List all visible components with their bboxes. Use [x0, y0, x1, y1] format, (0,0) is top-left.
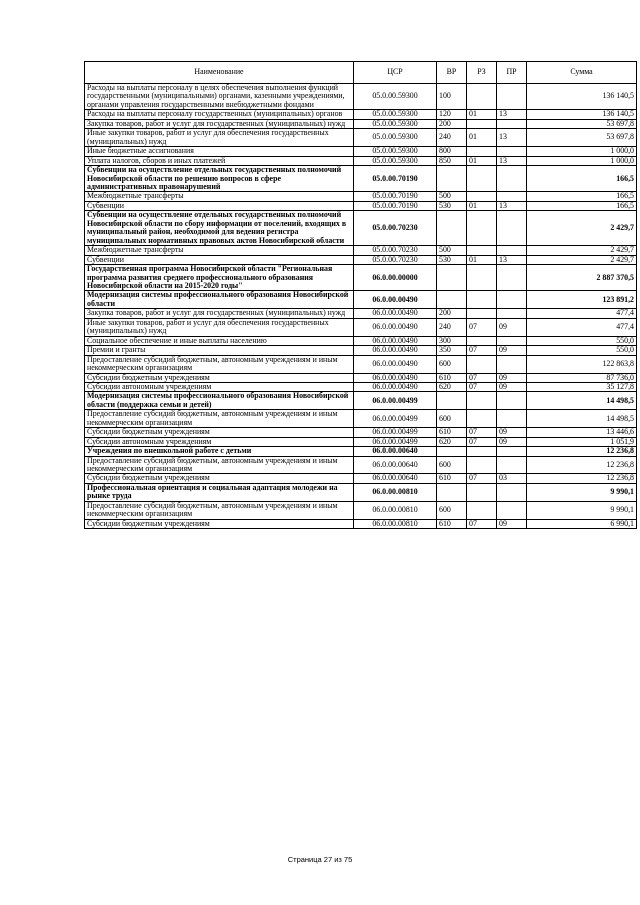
cell-pr	[497, 84, 527, 110]
table-row	[85, 456, 637, 474]
cell-name: Государственная программа Новосибирской области "Региональная программа развития среднего профессионального образования Новосибирской области на 2015-2020 годы"	[85, 265, 354, 291]
cell-vr	[437, 483, 467, 501]
cell-csr: 05.0.00.59300	[354, 147, 437, 156]
cell-rz	[467, 211, 497, 246]
cell-pr	[497, 246, 527, 255]
table-row	[85, 255, 637, 264]
cell-csr: 06.0.00.00490	[354, 309, 437, 318]
cell-vr: 240	[437, 318, 467, 336]
cell-rz	[467, 192, 497, 201]
cell-rz	[467, 119, 497, 128]
table-row	[85, 392, 637, 410]
cell-rz	[467, 265, 497, 291]
cell-csr: 05.0.00.70230	[354, 246, 437, 255]
cell-rz: 07	[467, 373, 497, 382]
cell-vr: 600	[437, 501, 467, 519]
cell-name: Расходы на выплаты персоналу государственных (муниципальных) органов	[85, 110, 354, 119]
cell-pr: 09	[497, 318, 527, 336]
table-row	[85, 428, 637, 437]
table-row	[85, 129, 637, 147]
cell-rz: 07	[467, 437, 497, 446]
table-row	[85, 309, 637, 318]
cell-vr: 300	[437, 336, 467, 345]
cell-rz: 01	[467, 255, 497, 264]
cell-sum: 35 127,8	[527, 382, 637, 391]
table-row	[85, 437, 637, 446]
table-row	[85, 519, 637, 528]
cell-rz: 07	[467, 382, 497, 391]
cell-csr: 06.0.00.00490	[354, 355, 437, 373]
cell-vr: 350	[437, 346, 467, 355]
table-row	[85, 246, 637, 255]
cell-csr: 05.0.00.59300	[354, 156, 437, 165]
cell-csr: 06.0.00.00640	[354, 474, 437, 483]
cell-vr: 200	[437, 309, 467, 318]
table-row	[85, 346, 637, 355]
cell-name: Субвенции на осуществление отдельных государственных полномочий Новосибирской области по сбору информации от поселений, входящих в муниципальный район, необходимой для ведения регистра муниципальных нормативных правовых актов Новосибирской области	[85, 211, 354, 246]
table-row	[85, 192, 637, 201]
table-row	[85, 355, 637, 373]
table-row	[85, 336, 637, 345]
cell-name: Уплата налогов, сборов и иных платежей	[85, 156, 354, 165]
cell-rz	[467, 84, 497, 110]
table-row	[85, 156, 637, 165]
cell-csr: 06.0.00.00490	[354, 346, 437, 355]
cell-csr: 05.0.00.59300	[354, 119, 437, 128]
cell-rz	[467, 392, 497, 410]
cell-pr: 09	[497, 382, 527, 391]
cell-vr: 530	[437, 255, 467, 264]
cell-rz: 07	[467, 318, 497, 336]
cell-vr	[437, 392, 467, 410]
cell-csr: 06.0.00.00640	[354, 447, 437, 456]
cell-name: Закупка товаров, работ и услуг для государственных (муниципальных) нужд	[85, 309, 354, 318]
cell-name: Субсидии автономным учреждениям	[85, 382, 354, 391]
cell-name: Профессиональная ориентация и социальная адаптация молодежи на рынке труда	[85, 483, 354, 501]
header-vr: ВР	[437, 62, 467, 84]
cell-pr	[497, 309, 527, 318]
cell-pr	[497, 119, 527, 128]
cell-csr: 06.0.00.00000	[354, 265, 437, 291]
cell-vr: 620	[437, 437, 467, 446]
table-body	[85, 84, 637, 529]
cell-rz: 01	[467, 201, 497, 210]
cell-name: Субсидии бюджетным учреждениям	[85, 428, 354, 437]
cell-rz: 07	[467, 519, 497, 528]
cell-pr: 13	[497, 110, 527, 119]
cell-name: Модернизация системы профессионального образования Новосибирской области (поддержка семьи и детей)	[85, 392, 354, 410]
cell-name: Иные закупки товаров, работ и услуг для обеспечения государственных (муниципальных) нужд	[85, 318, 354, 336]
cell-rz	[467, 456, 497, 474]
cell-sum: 2 429,7	[527, 255, 637, 264]
cell-sum: 87 736,0	[527, 373, 637, 382]
cell-pr	[497, 192, 527, 201]
cell-pr: 13	[497, 201, 527, 210]
cell-sum: 1 051,9	[527, 437, 637, 446]
table-row	[85, 501, 637, 519]
cell-vr: 600	[437, 410, 467, 428]
cell-rz	[467, 166, 497, 192]
cell-vr: 610	[437, 373, 467, 382]
cell-vr: 530	[437, 201, 467, 210]
cell-rz	[467, 246, 497, 255]
table-row	[85, 166, 637, 192]
cell-pr: 09	[497, 428, 527, 437]
cell-name: Расходы на выплаты персоналу в целях обеспечения выполнения функций государственными (муниципальными) органами, казенными учреждениями, органами управления государственными внебюджетными фондами	[85, 84, 354, 110]
cell-csr: 06.0.00.00490	[354, 373, 437, 382]
cell-csr: 05.0.00.70230	[354, 255, 437, 264]
table-row	[85, 147, 637, 156]
cell-csr: 05.0.00.70190	[354, 166, 437, 192]
cell-pr	[497, 147, 527, 156]
cell-csr: 06.0.00.00490	[354, 318, 437, 336]
cell-name: Премии и гранты	[85, 346, 354, 355]
cell-pr	[497, 456, 527, 474]
cell-csr: 06.0.00.00499	[354, 437, 437, 446]
cell-sum: 477,4	[527, 309, 637, 318]
cell-sum: 2 429,7	[527, 211, 637, 246]
cell-rz	[467, 291, 497, 309]
cell-rz	[467, 336, 497, 345]
cell-pr: 09	[497, 519, 527, 528]
cell-pr	[497, 447, 527, 456]
cell-vr: 500	[437, 192, 467, 201]
cell-sum: 136 140,5	[527, 110, 637, 119]
cell-csr: 06.0.00.00499	[354, 410, 437, 428]
cell-pr	[497, 483, 527, 501]
cell-csr: 06.0.00.00810	[354, 483, 437, 501]
table-row	[85, 291, 637, 309]
cell-vr: 610	[437, 474, 467, 483]
cell-sum: 166,5	[527, 166, 637, 192]
cell-rz: 01	[467, 129, 497, 147]
cell-sum: 12 236,8	[527, 447, 637, 456]
header-csr: ЦСР	[354, 62, 437, 84]
cell-rz: 07	[467, 474, 497, 483]
page-number: Страница 27 из 75	[287, 855, 353, 864]
cell-vr: 600	[437, 355, 467, 373]
cell-csr: 05.0.00.59300	[354, 129, 437, 147]
cell-pr	[497, 501, 527, 519]
cell-name: Иные закупки товаров, работ и услуг для обеспечения государственных (муниципальных) нужд	[85, 129, 354, 147]
cell-pr	[497, 410, 527, 428]
cell-name: Субсидии бюджетным учреждениям	[85, 474, 354, 483]
cell-vr	[437, 447, 467, 456]
cell-sum: 550,0	[527, 336, 637, 345]
cell-pr	[497, 265, 527, 291]
cell-pr: 13	[497, 156, 527, 165]
cell-rz	[467, 309, 497, 318]
cell-name: Закупка товаров, работ и услуг для государственных (муниципальных) нужд	[85, 119, 354, 128]
cell-pr	[497, 392, 527, 410]
table-row	[85, 84, 637, 110]
cell-name: Социальное обеспечение и иные выплаты населению	[85, 336, 354, 345]
cell-rz: 01	[467, 110, 497, 119]
cell-vr: 610	[437, 428, 467, 437]
cell-sum: 13 446,6	[527, 428, 637, 437]
cell-pr	[497, 336, 527, 345]
cell-csr: 05.0.00.59300	[354, 110, 437, 119]
cell-name: Учреждения по внешкольной работе с детьми	[85, 447, 354, 456]
cell-pr: 13	[497, 255, 527, 264]
cell-rz: 07	[467, 428, 497, 437]
table-row	[85, 265, 637, 291]
cell-sum: 477,4	[527, 318, 637, 336]
cell-name: Субсидии бюджетным учреждениям	[85, 373, 354, 382]
cell-name: Субсидии автономным учреждениям	[85, 437, 354, 446]
table-row	[85, 382, 637, 391]
cell-sum: 2 429,7	[527, 246, 637, 255]
cell-sum: 53 697,8	[527, 129, 637, 147]
cell-sum: 14 498,5	[527, 410, 637, 428]
cell-sum: 122 863,8	[527, 355, 637, 373]
header-name: Наименование	[85, 62, 354, 84]
cell-rz	[467, 147, 497, 156]
cell-sum: 53 697,8	[527, 119, 637, 128]
cell-csr: 06.0.00.00810	[354, 501, 437, 519]
table-row	[85, 410, 637, 428]
cell-pr: 09	[497, 437, 527, 446]
cell-rz	[467, 483, 497, 501]
cell-name: Модернизация системы профессионального образования Новосибирской области	[85, 291, 354, 309]
cell-csr: 06.0.00.00499	[354, 392, 437, 410]
cell-csr: 06.0.00.00640	[354, 456, 437, 474]
cell-sum: 123 891,2	[527, 291, 637, 309]
cell-name: Предоставление субсидий бюджетным, автономным учреждениям и иным некоммерческим организациям	[85, 501, 354, 519]
cell-csr: 06.0.00.00499	[354, 428, 437, 437]
cell-csr: 06.0.00.00490	[354, 336, 437, 345]
table-row	[85, 447, 637, 456]
cell-vr: 600	[437, 456, 467, 474]
cell-vr	[437, 211, 467, 246]
cell-sum: 166,5	[527, 192, 637, 201]
cell-sum: 12 236,8	[527, 456, 637, 474]
cell-pr: 03	[497, 474, 527, 483]
cell-vr: 200	[437, 119, 467, 128]
cell-name: Предоставление субсидий бюджетным, автономным учреждениям и иным некоммерческим организациям	[85, 456, 354, 474]
cell-csr: 05.0.00.70190	[354, 201, 437, 210]
cell-name: Межбюджетные трансферты	[85, 246, 354, 255]
cell-sum: 1 000,0	[527, 156, 637, 165]
table-row	[85, 119, 637, 128]
cell-name: Межбюджетные трансферты	[85, 192, 354, 201]
cell-vr: 120	[437, 110, 467, 119]
cell-rz	[467, 447, 497, 456]
cell-csr: 06.0.00.00490	[354, 382, 437, 391]
cell-pr: 09	[497, 346, 527, 355]
cell-sum: 6 990,1	[527, 519, 637, 528]
cell-vr: 800	[437, 147, 467, 156]
cell-vr: 100	[437, 84, 467, 110]
cell-name: Субсидии бюджетным учреждениям	[85, 519, 354, 528]
cell-csr: 05.0.00.70230	[354, 211, 437, 246]
cell-name: Иные бюджетные ассигнования	[85, 147, 354, 156]
cell-pr	[497, 291, 527, 309]
page-footer	[0, 855, 640, 864]
cell-pr	[497, 355, 527, 373]
table-row	[85, 201, 637, 210]
cell-name: Предоставление субсидий бюджетным, автономным учреждениям и иным некоммерческим организациям	[85, 355, 354, 373]
table-row	[85, 474, 637, 483]
cell-sum: 136 140,5	[527, 84, 637, 110]
cell-name: Предоставление субсидий бюджетным, автономным учреждениям и иным некоммерческим организациям	[85, 410, 354, 428]
cell-name: Субвенции	[85, 255, 354, 264]
cell-sum: 9 990,1	[527, 483, 637, 501]
cell-sum: 1 000,0	[527, 147, 637, 156]
cell-sum: 14 498,5	[527, 392, 637, 410]
cell-csr: 06.0.00.00810	[354, 519, 437, 528]
cell-sum: 2 887 370,5	[527, 265, 637, 291]
table-row	[85, 110, 637, 119]
cell-vr: 620	[437, 382, 467, 391]
header-sum: Сумма	[527, 62, 637, 84]
cell-sum: 9 990,1	[527, 501, 637, 519]
cell-rz	[467, 501, 497, 519]
cell-vr	[437, 265, 467, 291]
cell-vr: 500	[437, 246, 467, 255]
table-header-row	[85, 62, 637, 84]
cell-rz: 07	[467, 346, 497, 355]
cell-sum: 550,0	[527, 346, 637, 355]
cell-pr	[497, 211, 527, 246]
table-row	[85, 373, 637, 382]
cell-rz	[467, 355, 497, 373]
cell-pr: 09	[497, 373, 527, 382]
cell-csr: 06.0.00.00490	[354, 291, 437, 309]
cell-vr: 240	[437, 129, 467, 147]
cell-rz	[467, 410, 497, 428]
cell-pr: 13	[497, 129, 527, 147]
header-rz: РЗ	[467, 62, 497, 84]
cell-vr	[437, 166, 467, 192]
cell-name: Субвенции на осуществление отдельных государственных полномочий Новосибирской области по решению вопросов в сфере административных правонарушений	[85, 166, 354, 192]
budget-table	[84, 61, 637, 529]
cell-csr: 05.0.00.59300	[354, 84, 437, 110]
header-pr: ПР	[497, 62, 527, 84]
cell-vr: 850	[437, 156, 467, 165]
cell-pr	[497, 166, 527, 192]
cell-sum: 166,5	[527, 201, 637, 210]
cell-vr	[437, 291, 467, 309]
table-row	[85, 318, 637, 336]
table-row	[85, 483, 637, 501]
cell-csr: 05.0.00.70190	[354, 192, 437, 201]
cell-rz: 01	[467, 156, 497, 165]
cell-name: Субвенции	[85, 201, 354, 210]
table-row	[85, 211, 637, 246]
cell-vr: 610	[437, 519, 467, 528]
cell-sum: 12 236,8	[527, 474, 637, 483]
